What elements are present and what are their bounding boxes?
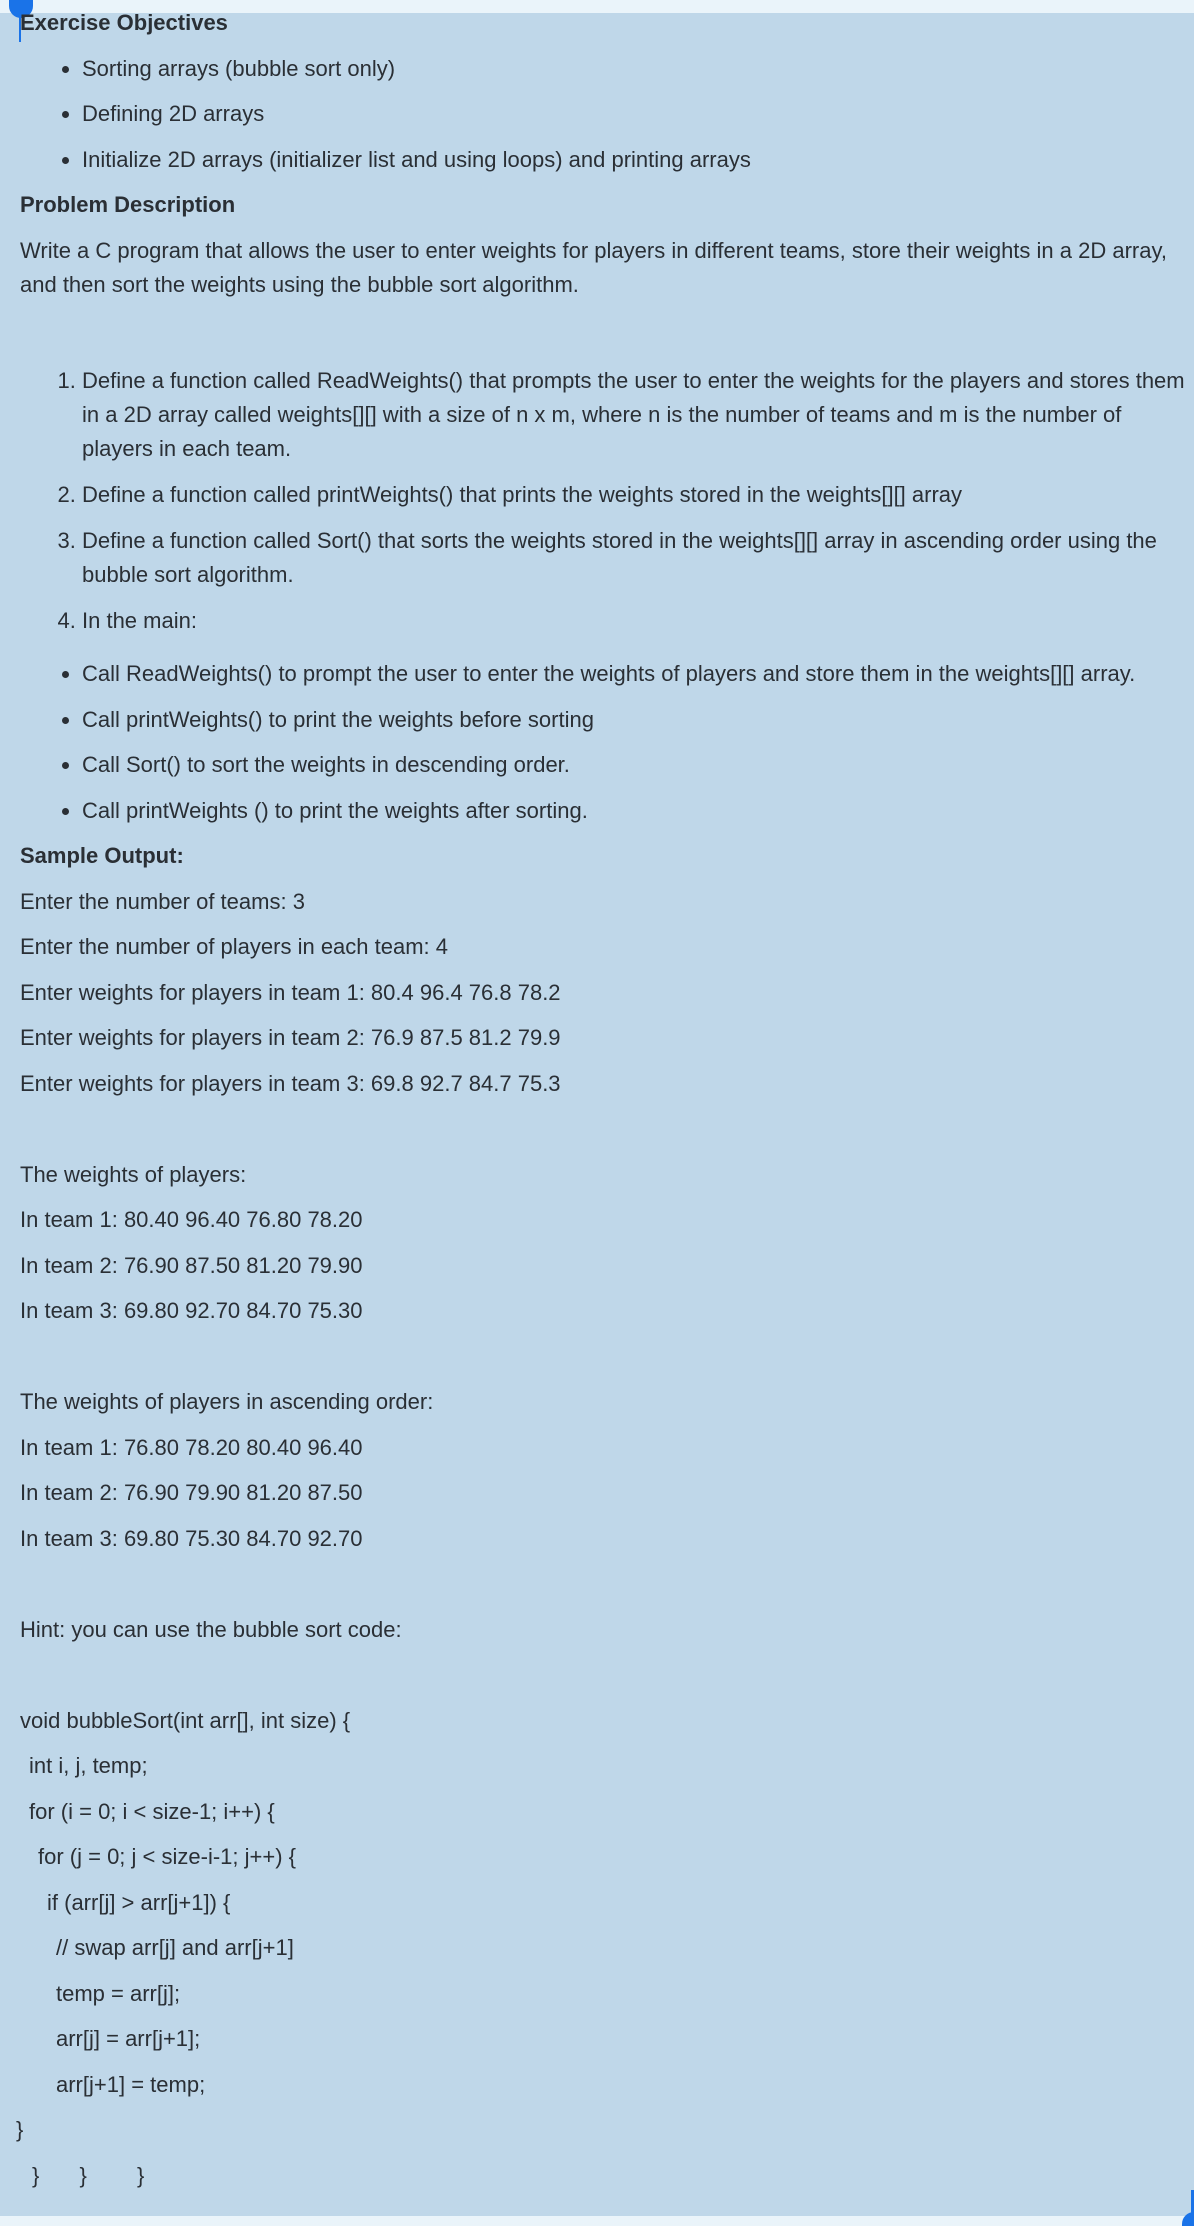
code-line: int i, j, temp; — [29, 1753, 148, 1778]
code-line: if (arr[j] > arr[j+1]) { — [47, 1889, 231, 1915]
blank-line — [20, 1106, 1194, 1152]
code-line: arr[j] = arr[j+1]; — [56, 2026, 201, 2051]
blank-line — [20, 313, 1194, 359]
before-title: The weights of players: — [20, 1161, 247, 1187]
sample-line: Enter weights for players in team 1: 80.4 96.4 76.8 78.2 — [20, 979, 561, 1005]
problem-description: Write a C program that allows the user to enter weights for players in different teams, store their weights in a 2D array, and then sort the weights using the bubble sort algorithm. — [20, 237, 1167, 297]
objectives-list — [20, 46, 1194, 183]
step-item: 2. Define a function called printWeights() that prints the weights stored in the weights[][] array — [82, 472, 1194, 518]
closing-brace: } — [136, 2162, 145, 2188]
list-item: • Defining 2D arrays — [82, 91, 1194, 137]
problem-heading: Problem Description — [20, 192, 236, 217]
blank-line — [20, 1334, 1194, 1380]
sample-line: In team 3: 69.80 92.70 84.70 75.30 — [20, 1298, 363, 1323]
sample-output-heading: Sample Output: — [20, 843, 184, 868]
document-body — [16, 0, 1194, 2198]
code-line: arr[j+1] = temp; — [56, 2071, 206, 2097]
after-title: The weights of players in ascending order: — [20, 1389, 434, 1414]
steps-list — [20, 358, 1194, 643]
step-item: 1. Define a function called ReadWeights() that prompts the user to enter the weights for the players and stores them in a 2D array called weights[][] with a size of n x m, where n is the number of teams and m is the number of players in each team. — [82, 358, 1194, 472]
sample-line: In team 2: 76.90 79.90 81.20 87.50 — [20, 1480, 363, 1505]
step-item: 4. In the main: — [82, 598, 1194, 644]
list-item: • Call ReadWeights() to prompt the user to enter the weights of players and store them in the weights[][] array. — [82, 651, 1194, 697]
sample-line: Enter the number of players in each team: 4 — [20, 934, 449, 959]
code-line: void bubbleSort(int arr[], int size) { — [20, 1707, 351, 1733]
sample-line: Enter weights for players in team 2: 76.9 87.5 81.2 79.9 — [20, 1025, 561, 1050]
sample-line: In team 1: 80.40 96.40 76.80 78.20 — [20, 1207, 363, 1232]
blank-line — [20, 1652, 1194, 1698]
sample-line: Enter weights for players in team 3: 69.8 92.7 84.7 75.3 — [20, 1070, 561, 1096]
code-line-closing — [20, 2153, 1194, 2199]
list-item: • Sorting arrays (bubble sort only) — [82, 46, 1194, 92]
list-item: • Call printWeights() to print the weights before sorting — [82, 697, 1194, 743]
closing-brace: } — [32, 2162, 40, 2188]
objectives-heading: Exercise Objectives — [20, 10, 228, 35]
code-line: // swap arr[j] and arr[j+1] — [56, 1935, 294, 1960]
code-line: for (j = 0; j < size-i-1; j++) { — [38, 1844, 296, 1869]
blank-line — [20, 1561, 1194, 1607]
hint-text: Hint: you can use the bubble sort code: — [20, 1616, 402, 1642]
list-item: • Initialize 2D arrays (initializer list and using loops) and printing arrays — [82, 137, 1194, 183]
code-line: temp = arr[j]; — [56, 1980, 181, 2006]
main-steps-list — [20, 651, 1194, 833]
sample-line: Enter the number of teams: 3 — [20, 888, 305, 914]
sample-line: In team 3: 69.80 75.30 84.70 92.70 — [20, 1525, 363, 1551]
list-item: • Call printWeights () to print the weights after sorting. — [82, 788, 1194, 834]
code-line: for (i = 0; i < size-1; i++) { — [29, 1798, 275, 1824]
sample-line: In team 1: 76.80 78.20 80.40 96.40 — [20, 1434, 363, 1460]
closing-brace: } — [79, 2162, 87, 2188]
code-line: } — [16, 2117, 24, 2142]
list-item: • Call Sort() to sort the weights in descending order. — [82, 742, 1194, 788]
sample-line: In team 2: 76.90 87.50 81.20 79.90 — [20, 1252, 363, 1278]
step-item: 3. Define a function called Sort() that sorts the weights stored in the weights[][] array in ascending order using the bubble sort algorithm. — [82, 518, 1194, 598]
